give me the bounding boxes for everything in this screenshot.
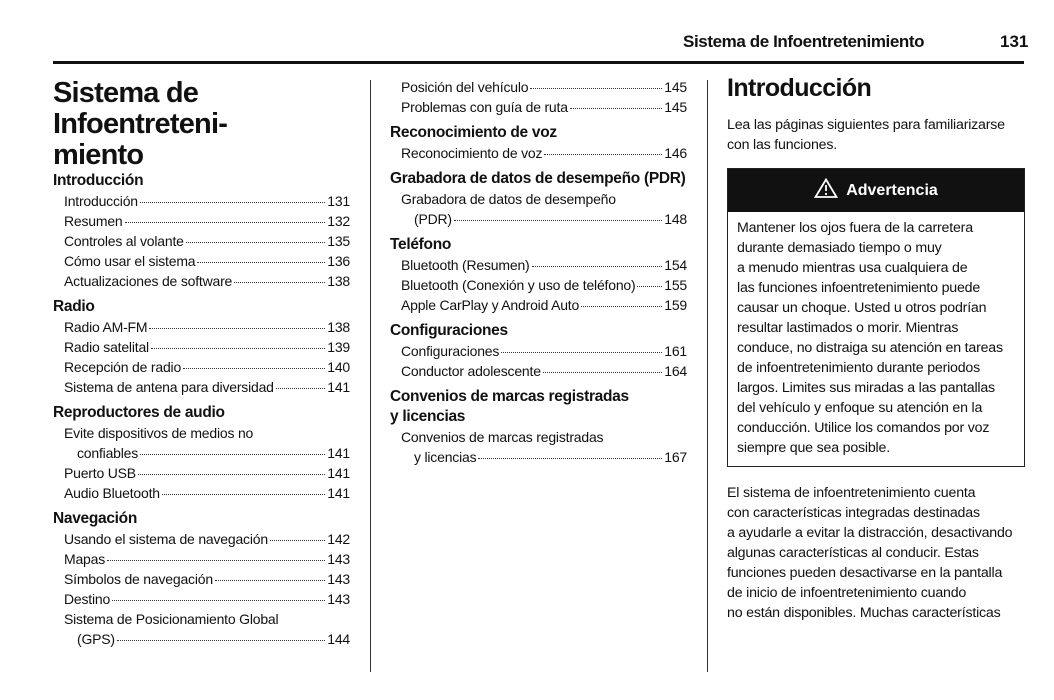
dot-leader [140, 202, 325, 203]
toc-entry-label: confiables [77, 445, 139, 461]
toc-entry[interactable] [53, 463, 350, 483]
toc-entry-label: y licencias [414, 449, 477, 465]
toc-entry[interactable] [390, 255, 687, 275]
toc-entry-label: Mapas [64, 551, 106, 567]
toc-section-heading: Introducción [53, 172, 144, 189]
toc-entry[interactable] [390, 361, 687, 381]
dot-leader [215, 580, 325, 581]
toc-entry-page: 136 [327, 253, 350, 269]
toc-entry-label: Sistema de antena para diversidad [64, 379, 274, 395]
warning-box [727, 168, 1025, 467]
toc-entry-page: 141 [327, 445, 350, 461]
warning-title: Advertencia [846, 181, 938, 199]
dot-leader [501, 352, 662, 353]
toc-entry-page: 141 [327, 465, 350, 481]
toc-entry-label: Puerto USB [64, 465, 136, 481]
toc-entry[interactable] [390, 341, 687, 361]
toc-entry-page: 131 [327, 193, 350, 209]
toc-entry-label: Cómo usar el sistema [64, 253, 196, 269]
toc-entry[interactable] [53, 443, 350, 463]
toc-entry-page: 135 [327, 233, 350, 249]
toc-entry-label: Apple CarPlay y Android Auto [401, 297, 580, 313]
toc-entry-label: Reconocimiento de voz [401, 145, 543, 161]
toc-entry-page: 138 [327, 273, 350, 289]
toc-entry[interactable] [53, 357, 350, 377]
table-of-contents-2 [390, 77, 687, 467]
toc-entry-label: Controles al volante [64, 233, 184, 249]
dot-leader [197, 262, 325, 263]
toc-entry-label: Audio Bluetooth [64, 485, 160, 501]
toc-entry-page: 143 [327, 591, 350, 607]
toc-entry[interactable] [53, 271, 350, 291]
dot-leader [186, 242, 325, 243]
toc-entry-label: Radio satelital [64, 339, 149, 355]
toc-entry-page: 132 [327, 213, 350, 229]
toc-entry[interactable] [53, 589, 350, 609]
toc-section-heading: Configuraciones [390, 322, 508, 339]
toc-entry-label: Bluetooth (Conexión y uso de teléfono) [401, 277, 636, 293]
toc-entry[interactable] [390, 209, 687, 229]
toc-entry-page: 161 [664, 343, 687, 359]
intro-body: El sistema de infoentretenimiento cuenta con características integradas destinadas a ayudarle a evitar la distracción, desactivando algunas características al conducir. Estas funciones pueden desactivarse en la pantalla de inicio de infoentretenimiento cuando no están disponibles. Muchas características [727, 485, 1013, 621]
chapter-title: Sistema de Infoentreteni- miento [53, 77, 228, 171]
dot-leader [162, 494, 325, 495]
toc-entry[interactable] [53, 211, 350, 231]
toc-entry-page: 142 [327, 531, 350, 547]
toc-entry-page: 143 [327, 571, 350, 587]
toc-entry[interactable] [390, 77, 687, 97]
dot-leader [530, 88, 662, 89]
toc-entry[interactable] [53, 529, 350, 549]
dot-leader [234, 282, 325, 283]
toc-entry-label: Actualizaciones de software [64, 273, 233, 289]
column-divider [370, 80, 371, 672]
toc-entry[interactable] [53, 377, 350, 397]
toc-entry-page: 146 [664, 145, 687, 161]
dot-leader [478, 458, 662, 459]
toc-entry-label: Configuraciones [401, 343, 500, 359]
toc-section-heading: Reconocimiento de voz [390, 124, 557, 141]
toc-entry[interactable] [53, 251, 350, 271]
toc-entry-label: Destino [64, 591, 111, 607]
toc-entry[interactable] [53, 191, 350, 211]
dot-leader [532, 266, 663, 267]
toc-entry-page: 155 [664, 277, 687, 293]
toc-entry-label: (GPS) [77, 631, 115, 647]
dot-leader [112, 600, 325, 601]
toc-entry[interactable] [53, 629, 350, 649]
toc-entry-page: 144 [327, 631, 350, 647]
toc-entry-label: Radio AM-FM [64, 319, 148, 335]
dot-leader [270, 540, 325, 541]
toc-entry[interactable] [53, 549, 350, 569]
dot-leader [138, 474, 325, 475]
warning-triangle-icon [814, 178, 838, 203]
toc-entry-page: 141 [327, 379, 350, 395]
page-number: 131 [1000, 32, 1029, 51]
toc-entry[interactable] [53, 317, 350, 337]
toc-entry-page: 159 [664, 297, 687, 313]
toc-section-heading: Convenios de marcas registradas y licencias [390, 388, 629, 425]
table-of-contents-1 [53, 171, 350, 649]
toc-entry[interactable] [390, 275, 687, 295]
toc-section-heading: Radio [53, 298, 95, 315]
toc-entry-page: 145 [664, 99, 687, 115]
dot-leader [151, 348, 325, 349]
toc-entry[interactable] [53, 483, 350, 503]
toc-entry-label: Símbolos de navegación [64, 571, 213, 587]
toc-entry[interactable] [390, 97, 687, 117]
dot-leader [570, 108, 662, 109]
toc-entry-text: Sistema de Posicionamiento Global [64, 611, 279, 627]
section-title: Introducción [727, 74, 872, 102]
dot-leader [581, 306, 662, 307]
toc-entry-label: (PDR) [414, 211, 452, 227]
toc-entry-page: 140 [327, 359, 350, 375]
dot-leader [140, 454, 325, 455]
dot-leader [107, 560, 325, 561]
toc-entry-label: Conductor adolescente [401, 363, 541, 379]
toc-entry-text: Evite dispositivos de medios no [64, 425, 254, 441]
dot-leader [183, 368, 325, 369]
toc-entry-label: Resumen [64, 213, 123, 229]
toc-entry-page: 154 [664, 257, 687, 273]
dot-leader [637, 286, 662, 287]
dot-leader [149, 328, 325, 329]
toc-entry-page: 148 [664, 211, 687, 227]
intro-lead: Lea las páginas siguientes para familiarizarse con las funciones. [727, 117, 1005, 153]
warning-header [728, 169, 1024, 212]
dot-leader [543, 372, 662, 373]
toc-entry-page: 164 [664, 363, 687, 379]
toc-entry-label: Recepción de radio [64, 359, 182, 375]
running-header-title: Sistema de Infoentretenimiento [683, 32, 925, 51]
toc-entry-page: 139 [327, 339, 350, 355]
toc-entry[interactable] [390, 295, 687, 315]
toc-entry[interactable] [53, 231, 350, 251]
dot-leader [544, 154, 662, 155]
toc-entry-page: 143 [327, 551, 350, 567]
toc-entry-page: 145 [664, 79, 687, 95]
toc-entry-label: Problemas con guía de ruta [401, 99, 568, 115]
toc-entry[interactable] [390, 447, 687, 467]
header-rule [53, 61, 1024, 64]
toc-entry-page: 138 [327, 319, 350, 335]
toc-entry-label: Posición del vehículo [401, 79, 529, 95]
toc-section-heading: Navegación [53, 510, 138, 527]
toc-entry[interactable] [390, 143, 687, 163]
dot-leader [117, 640, 325, 641]
warning-body: Mantener los ojos fuera de la carretera durante demasiado tiempo o muy a menudo mientras usa cualquiera de las funciones infoentretenimiento puede causar un choque. Usted u otros podrían resultar lastimados o morir. Mientras conduce, no distraiga su atención en tareas de infoentretenimiento durante periodos largos. Limites sus miradas a las pantallas del vehículo y enfoque su atención en la conducción. Utilice los comandos por voz siempre que sea posible. [737, 220, 1003, 456]
toc-entry-page: 167 [664, 449, 687, 465]
dot-leader [125, 222, 326, 223]
dot-leader [454, 220, 662, 221]
toc-section-heading: Reproductores de audio [53, 404, 225, 421]
dot-leader [276, 388, 325, 389]
column-divider [707, 80, 708, 672]
toc-section-heading: Teléfono [390, 236, 452, 253]
toc-entry-label: Introducción [64, 193, 138, 209]
toc-entry[interactable] [53, 337, 350, 357]
toc-entry-text: Convenios de marcas registradas [401, 429, 604, 445]
toc-entry-page: 141 [327, 485, 350, 501]
toc-section-heading: Grabadora de datos de desempeño (PDR) [390, 170, 686, 187]
toc-entry-label: Bluetooth (Resumen) [401, 257, 530, 273]
toc-entry-text: Grabadora de datos de desempeño [401, 191, 616, 207]
toc-entry[interactable] [53, 569, 350, 589]
toc-entry-label: Usando el sistema de navegación [64, 531, 268, 547]
